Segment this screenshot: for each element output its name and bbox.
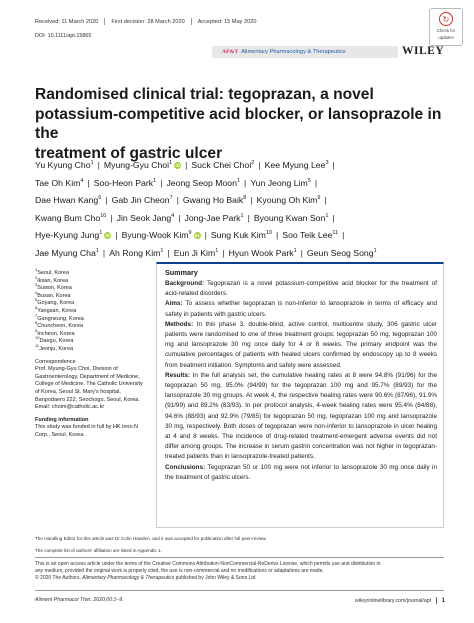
affiliation-list xyxy=(35,267,150,354)
affiliations-note: The complete list of authors' affiliation are listed in Appendix 1. xyxy=(35,548,162,553)
author-name[interactable]: Suck Chei Choi$^2$ xyxy=(191,160,255,170)
affiliation-item: $^7$Gangneung, Korea xyxy=(35,312,84,322)
author-separator: | xyxy=(110,212,113,223)
refresh-icon: ↻ xyxy=(439,12,453,26)
author-separator: | xyxy=(222,247,225,258)
author-separator: | xyxy=(332,160,335,170)
author-separator: | xyxy=(176,195,179,206)
page-number: 1 xyxy=(441,597,445,604)
author-separator: | xyxy=(244,177,247,188)
author-name[interactable]: Yun Jeong Lim$^5$ xyxy=(250,177,311,188)
author-affiliation-number: 1 xyxy=(293,248,297,255)
author-affiliation-number: 10 xyxy=(265,230,273,237)
author-affiliation-number: 4 xyxy=(80,177,84,184)
publisher-logo[interactable]: WILEY xyxy=(402,45,445,57)
author-name[interactable]: Tae Oh Kim$^4$ xyxy=(35,177,84,188)
affiliation-item: $^4$Busan, Korea xyxy=(35,289,71,299)
author-separator: | xyxy=(332,212,335,223)
funding-heading: Funding information xyxy=(35,416,89,423)
title-line-3: treatment of gastric ulcer xyxy=(35,144,223,162)
author-separator: | xyxy=(102,247,106,258)
badge-line-1: Check for xyxy=(436,28,456,33)
affiliation-item: $^9$Incheon, Korea xyxy=(35,327,75,337)
funding-line: This study was funded in full by HK inno.N xyxy=(35,424,139,431)
orcid-icon[interactable]: iD xyxy=(105,233,111,239)
date-separator xyxy=(191,18,192,25)
correspondence-line: Email: choim@catholic.ac.kr xyxy=(35,404,105,411)
author-affiliation-number: 8 xyxy=(243,195,247,202)
correspondence-address xyxy=(35,366,150,412)
orcid-icon[interactable]: iD xyxy=(175,163,180,168)
author-name[interactable]: Kyoung Oh Kim$^9$ xyxy=(256,195,321,206)
handling-editor-note: The Handling Editor for this article was Dr Colin Howden, and it was accepted for publication after full peer-review. xyxy=(35,536,267,541)
author-separator: | xyxy=(160,177,163,188)
orcid-icon[interactable]: iD xyxy=(194,233,200,239)
author-name[interactable]: Jeong Seop Moon$^1$ xyxy=(166,177,241,188)
author-affiliation-number: 6 xyxy=(98,195,102,202)
doi[interactable]: DOI: 10.1111/apt.15865 xyxy=(35,33,92,39)
author-affiliation-number: 1 xyxy=(95,248,99,255)
author-name[interactable]: Kwang Bum Cho$^{10}$ xyxy=(35,212,107,223)
article-sidebar xyxy=(35,267,150,439)
page-footer xyxy=(320,597,445,604)
license-note: This is an open access article under the terms of the Creative Commons Attribution-NonCommercial-NoDerivs License, which permits use and distribution in any medium, provided the original work is properly cited, the use is non-commercial and no modifications or adaptations are made. © 2020 The Authors. Alimentary Pharmacology & Therapeutics published by John Wiley & Sons Ltd xyxy=(35,561,381,581)
author-separator: | xyxy=(167,247,170,258)
date-separator xyxy=(104,18,105,25)
author-name[interactable]: Dae Hwan Kang$^6$ xyxy=(35,195,102,206)
journal-banner[interactable] xyxy=(212,46,398,58)
author-separator: | xyxy=(342,230,345,241)
footer-separator xyxy=(436,597,437,604)
funding-text xyxy=(35,424,150,439)
author-name[interactable]: Yu Kyung Cho$^1$ xyxy=(35,160,94,170)
abstract-methods: Methods: In this phase 3, double-blind, active control, multicentre study, 306 gastric ulcer patients were randomised to one of three treatment groups: tegoprazan 50 mg, tegoprazan 100 mg and lansoprazole 30 mg once daily for 4 or 8 weeks. The primary endpoint was the cumulative percentages of patients with healed ulcers confirmed by endoscopy up to 8 weeks from treatment initiation. Symptoms and safety were assessed. xyxy=(165,320,438,369)
author-name[interactable]: Geun Seog Song$^1$ xyxy=(306,247,377,258)
author-affiliation-number: 1 xyxy=(325,212,329,219)
author-affiliation-number: 1 xyxy=(99,230,103,237)
author-affiliation-number: 1 xyxy=(153,177,157,184)
author-affiliation-number: 1 xyxy=(160,248,164,255)
author-name[interactable]: Gab Jin Cheon$^7$ xyxy=(111,195,173,206)
affiliation-item: $^2$Iksan, Korea xyxy=(35,274,69,284)
citation: Aliment Pharmacol Ther. 2020;00:1–9. xyxy=(35,597,124,603)
author-name[interactable]: Byung-Wook Kim$^9$ iD xyxy=(121,230,200,241)
author-separator: | xyxy=(300,247,303,258)
affiliation-item: $^1$Seoul, Korea xyxy=(35,267,70,276)
affiliation-item: $^5$Goyang, Korea xyxy=(35,297,75,307)
author-separator: | xyxy=(115,230,118,241)
author-affiliation-number: 9 xyxy=(317,195,321,202)
author-name[interactable]: Ah Rong Kim$^1$ xyxy=(109,247,164,258)
author-name[interactable]: Jong-Jae Park$^1$ xyxy=(184,212,244,223)
abstract-heading: Summary xyxy=(165,268,198,277)
author-separator: | xyxy=(258,160,261,170)
abstract-conclusions: Conclusions: Tegoprazan 50 or 100 mg were not inferior to lansoprazole 30 mg once daily in the treatment of gastric ulcers. xyxy=(165,463,437,481)
title-line-2: potassium-competitive acid blocker, or lansoprazole in the xyxy=(35,105,442,142)
abstract-results: Results: In the full analysis set, the cumulative healing rates at 8 were 94.8% (91/96) for the tegoprazan 50 mg, 95.0% (94/99) for the tegoprazan 100 mg and 95.7% (89/93) for the lansoprazole 30 mg groups. At week 4, the respective healing rates were 90.6% (87/96), 91.9% (91/99) and 89.2% (83/93). In per protocol analysis, 4-week healing rates were 95.4% (84/88), 94.6% (88/93) and 92.9% (79/85) for tegoprazan 50 mg, tegoprazan 100 mg and lansoprazole 30 mg, respectively. Both doses of tegoprazan were non-inferior to lansoprazole in ulcer healing at 4 and 8 weeks. The incidence of drug-related treatment-emergent adverse events did not differ among groups. The increase in serum gastrin concentration was not higher in tegoprazan-treated patients than in lansoprazole-treated patients. xyxy=(165,371,438,461)
author-separator: | xyxy=(105,195,108,206)
author-separator: | xyxy=(204,230,207,241)
author-name[interactable]: Kee Myung Lee$^3$ xyxy=(264,160,329,170)
author-affiliation-number: 3 xyxy=(325,160,329,167)
badge-line-2: updates xyxy=(438,35,454,40)
funding-line: Corp., Seoul, Korea. xyxy=(35,431,85,438)
author-separator: | xyxy=(250,195,253,206)
received-date: Received: 11 March 2020 xyxy=(35,18,99,25)
affiliation-item: $^3$Suwon, Korea xyxy=(35,282,72,292)
affiliation-item: $^{11}$Jeonju, Korea xyxy=(35,343,74,352)
author-name[interactable]: Byoung Kwan Son$^1$ xyxy=(253,212,329,223)
article-dates xyxy=(35,18,415,25)
author-name[interactable]: Eun Ji Kim$^1$ xyxy=(173,247,219,258)
author-name[interactable]: Myung-Gyu Choi$^1$ iD xyxy=(103,160,180,170)
affiliation-item: $^{10}$Daegu, Korea xyxy=(35,335,74,345)
author-affiliation-number: 1 xyxy=(215,248,219,255)
author-affiliation-number: 1 xyxy=(236,177,241,184)
author-affiliation-number: 1 xyxy=(240,212,244,219)
abstract-background: Background: Tegoprazan is a novel potassium-competitive acid blocker for the treatment of acid-related disorders. xyxy=(165,280,437,298)
journal-url[interactable]: wileyonlinelibrary.com/journal/apt xyxy=(355,597,432,604)
author-separator: | xyxy=(276,230,279,241)
author-separator: | xyxy=(324,195,327,206)
correspondence-line: College of Medicine, The Catholic University xyxy=(35,381,143,388)
divider xyxy=(35,557,444,558)
author-affiliation-number: 7 xyxy=(169,195,173,202)
author-name[interactable]: Soo-Heon Park$^1$ xyxy=(93,177,157,188)
author-affiliation-number: 9 xyxy=(188,230,192,237)
first-decision-date: First decision: 28 March 2020 xyxy=(111,18,185,25)
author-name[interactable]: Jin Seok Jang$^4$ xyxy=(116,212,175,223)
author-separator: | xyxy=(97,160,100,170)
accepted-date: Accepted: 15 May 2020 xyxy=(197,18,257,25)
correspondence-line: Banpodaero 222, Seochogu, Seoul, Korea. xyxy=(35,396,140,403)
author-affiliation-number: 1 xyxy=(90,160,94,167)
author-separator: | xyxy=(87,177,90,188)
correspondence-heading: Correspondence xyxy=(35,358,76,365)
author-affiliation-number: 10 xyxy=(100,212,107,219)
check-for-updates-badge[interactable] xyxy=(429,8,463,46)
author-affiliation-number: 1 xyxy=(169,160,173,167)
author-affiliation-number: 11 xyxy=(332,230,339,237)
author-separator: | xyxy=(247,212,250,223)
correspondence-line: Gastroenterology, Department of Medicine, xyxy=(35,373,140,380)
author-affiliation-number: 4 xyxy=(171,212,175,219)
journal-abbr: AP&T xyxy=(222,49,239,55)
author-separator: | xyxy=(314,177,318,188)
author-name[interactable]: Jae Myung Cha$^1$ xyxy=(35,247,99,258)
author-affiliation-number: 1 xyxy=(373,248,377,255)
affiliation-item: $^8$Chuncheon, Korea xyxy=(35,320,84,330)
abstract-body xyxy=(165,279,437,483)
author-affiliation-number: 2 xyxy=(251,160,255,167)
author-name[interactable]: Gwang Ho Baik$^8$ xyxy=(182,195,247,206)
author-name[interactable]: Sung Kuk Kim$^{10}$ xyxy=(210,230,273,241)
author-separator: | xyxy=(178,212,181,223)
abstract-box xyxy=(156,262,444,528)
author-name[interactable]: Hyun Wook Park$^1$ xyxy=(228,247,297,258)
author-name[interactable]: Hye-Kyung Jung$^1$ iD xyxy=(35,230,111,241)
title-line-1: Randomised clinical trial: tegoprazan, a novel xyxy=(35,86,374,103)
affiliation-item: $^6$Yangsan, Korea xyxy=(35,305,77,314)
article-title xyxy=(35,85,445,163)
journal-name: Alimentary Pharmacology & Therapeutics xyxy=(241,49,346,55)
author-list xyxy=(35,157,455,263)
author-name[interactable]: Soo Teik Lee$^{11}$ xyxy=(282,230,339,241)
divider xyxy=(35,590,444,591)
correspondence-line: of Korea, Seoul St. Mary's hospital, xyxy=(35,388,121,395)
author-separator: | xyxy=(185,160,188,170)
author-affiliation-number: 5 xyxy=(307,177,311,184)
abstract-aims: Aims: To assess whether tegoprazan is non-inferior to lansoprazole in terms of efficacy and safety in patients with gastric ulcers. xyxy=(165,300,437,318)
correspondence-line: Prof. Myung-Gyu Choi, Division of xyxy=(35,366,118,373)
